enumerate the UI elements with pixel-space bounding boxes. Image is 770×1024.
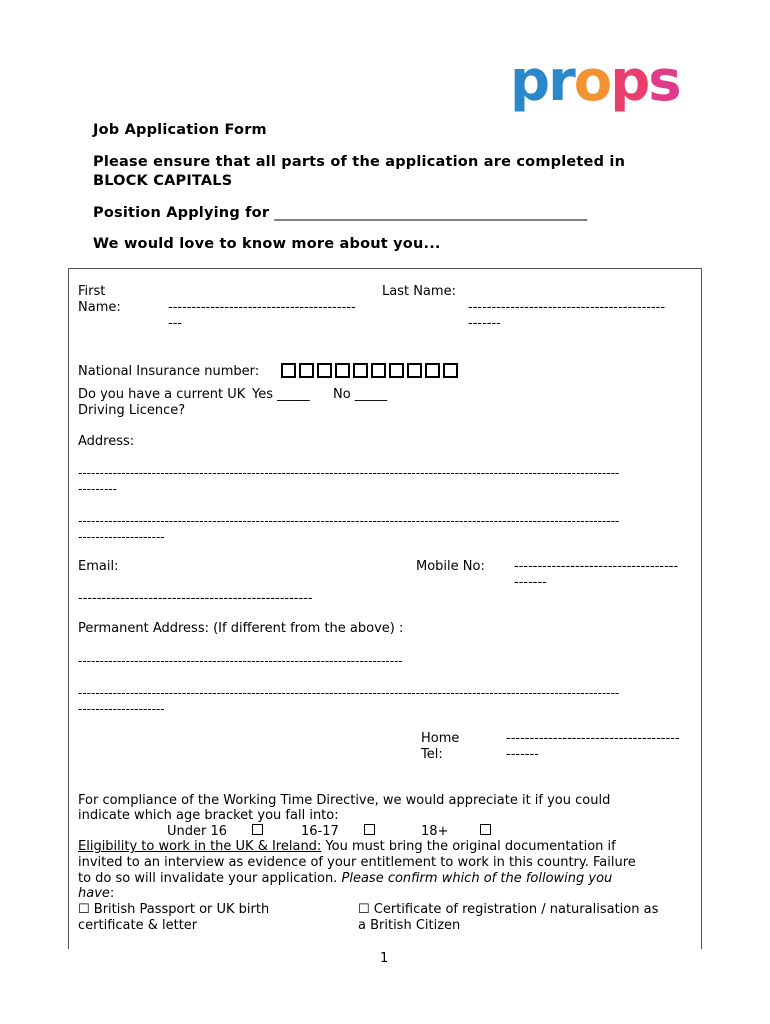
position-input[interactable]: __________________________________________: [274, 205, 588, 221]
permanent-address-label: Permanent Address: (If different from the above) :: [78, 621, 404, 636]
props-logo: [510, 49, 680, 114]
position-label: Position Applying for: [93, 205, 270, 221]
logo-letter-o: o: [573, 49, 611, 114]
age-under16-label: Under 16: [167, 824, 228, 839]
first-name-label: First: [78, 284, 106, 299]
logo-letter-p2: p: [610, 49, 649, 114]
option-certificate-cont: a British Citizen: [358, 918, 461, 933]
ni-char-box[interactable]: [335, 363, 350, 378]
age-16-17-checkbox[interactable]: [364, 824, 375, 835]
eligibility-text-4: have: [78, 886, 110, 901]
age-under16-option: [167, 824, 227, 840]
permanent-address-line-2-cont[interactable]: --------------------: [78, 702, 165, 716]
eligibility-line3: [78, 871, 612, 887]
form-title: Job Application Form: [93, 122, 267, 138]
intro-text: We would love to know more about you...: [93, 236, 441, 252]
logo-letter-r: r: [548, 49, 574, 114]
wtd-text-line2: indicate which age bracket you fall into:: [78, 808, 339, 823]
home-tel-field-cont[interactable]: -------: [506, 747, 539, 762]
ni-char-box[interactable]: [389, 363, 404, 378]
licence-label-2: Driving Licence?: [78, 403, 186, 418]
ni-char-box[interactable]: [443, 363, 458, 378]
age-16-17-label: 16-17: [301, 824, 339, 839]
eligibility-line2: invited to an interview as evidence of your entitlement to work in this country. Failure: [78, 855, 636, 870]
instructions-line2: BLOCK CAPITALS: [93, 173, 233, 189]
licence-no-field[interactable]: No _____: [333, 387, 388, 402]
email-field[interactable]: --------------------------------------------------: [78, 591, 313, 606]
licence-label: Do you have a current UK: [78, 387, 246, 402]
mobile-field[interactable]: -----------------------------------: [514, 559, 679, 574]
address-line-2[interactable]: -----------------------------------------------------------------------------------------------------------------------------: [78, 514, 620, 528]
last-name-field-cont[interactable]: -------: [468, 316, 501, 331]
address-line-1-cont[interactable]: ---------: [78, 482, 117, 496]
option-passport-cont: certificate & letter: [78, 918, 198, 933]
position-row: [93, 205, 587, 221]
ni-char-box[interactable]: [281, 363, 296, 378]
logo-letter-s: s: [648, 49, 680, 114]
permanent-address-line-2[interactable]: -----------------------------------------------------------------------------------------------------------------------------: [78, 686, 620, 700]
instructions-line1: Please ensure that all parts of the application are completed in: [93, 154, 626, 170]
last-name-field[interactable]: ------------------------------------------: [468, 300, 666, 315]
eligibility-line1: [78, 839, 616, 855]
permanent-address-line-1[interactable]: ---------------------------------------------------------------------------: [78, 654, 403, 668]
eligibility-line4: [78, 886, 114, 902]
address-line-2-cont[interactable]: --------------------: [78, 530, 165, 544]
first-name-label-2: Name:: [78, 300, 121, 315]
ni-char-box[interactable]: [425, 363, 440, 378]
ni-number-boxes: [281, 363, 458, 378]
ni-char-box[interactable]: [317, 363, 332, 378]
age-under16-checkbox[interactable]: [252, 824, 263, 835]
first-name-field-cont[interactable]: ---: [168, 316, 183, 331]
email-label: Email:: [78, 559, 119, 574]
eligibility-text-3b: Please confirm which of the following you: [341, 871, 613, 886]
home-tel-field[interactable]: -------------------------------------: [506, 731, 680, 746]
option-passport[interactable]: ☐ British Passport or UK birth: [78, 902, 270, 917]
age-18-label: 18+: [421, 824, 449, 839]
logo-letter-p: p: [510, 49, 549, 114]
ni-char-box[interactable]: [353, 363, 368, 378]
home-tel-label-2: Tel:: [421, 747, 443, 762]
ni-char-box[interactable]: [371, 363, 386, 378]
ni-char-box[interactable]: [407, 363, 422, 378]
first-name-field[interactable]: ----------------------------------------: [168, 300, 356, 315]
home-tel-label: Home: [421, 731, 460, 746]
eligibility-text-3a: to do so will invalidate your application.: [78, 871, 342, 886]
eligibility-text-1: You must bring the original documentation if: [321, 839, 616, 854]
licence-yes-field[interactable]: Yes _____: [252, 387, 310, 402]
last-name-label: Last Name:: [382, 284, 456, 299]
address-line-1[interactable]: -----------------------------------------------------------------------------------------------------------------------------: [78, 466, 620, 480]
page-number: 1: [380, 951, 389, 966]
eligibility-text-4b: :: [109, 886, 115, 901]
mobile-label: Mobile No:: [416, 559, 485, 574]
ni-char-box[interactable]: [299, 363, 314, 378]
address-label: Address:: [78, 434, 135, 449]
ni-label: National Insurance number:: [78, 364, 260, 379]
mobile-field-cont[interactable]: -------: [514, 575, 547, 590]
age-18-checkbox[interactable]: [480, 824, 491, 835]
wtd-text-line1: For compliance of the Working Time Directive, we would appreciate it if you could: [78, 793, 611, 808]
option-certificate[interactable]: ☐ Certificate of registration / naturalisation as: [358, 902, 659, 917]
eligibility-heading: Eligibility to work in the UK & Ireland:: [78, 839, 322, 854]
